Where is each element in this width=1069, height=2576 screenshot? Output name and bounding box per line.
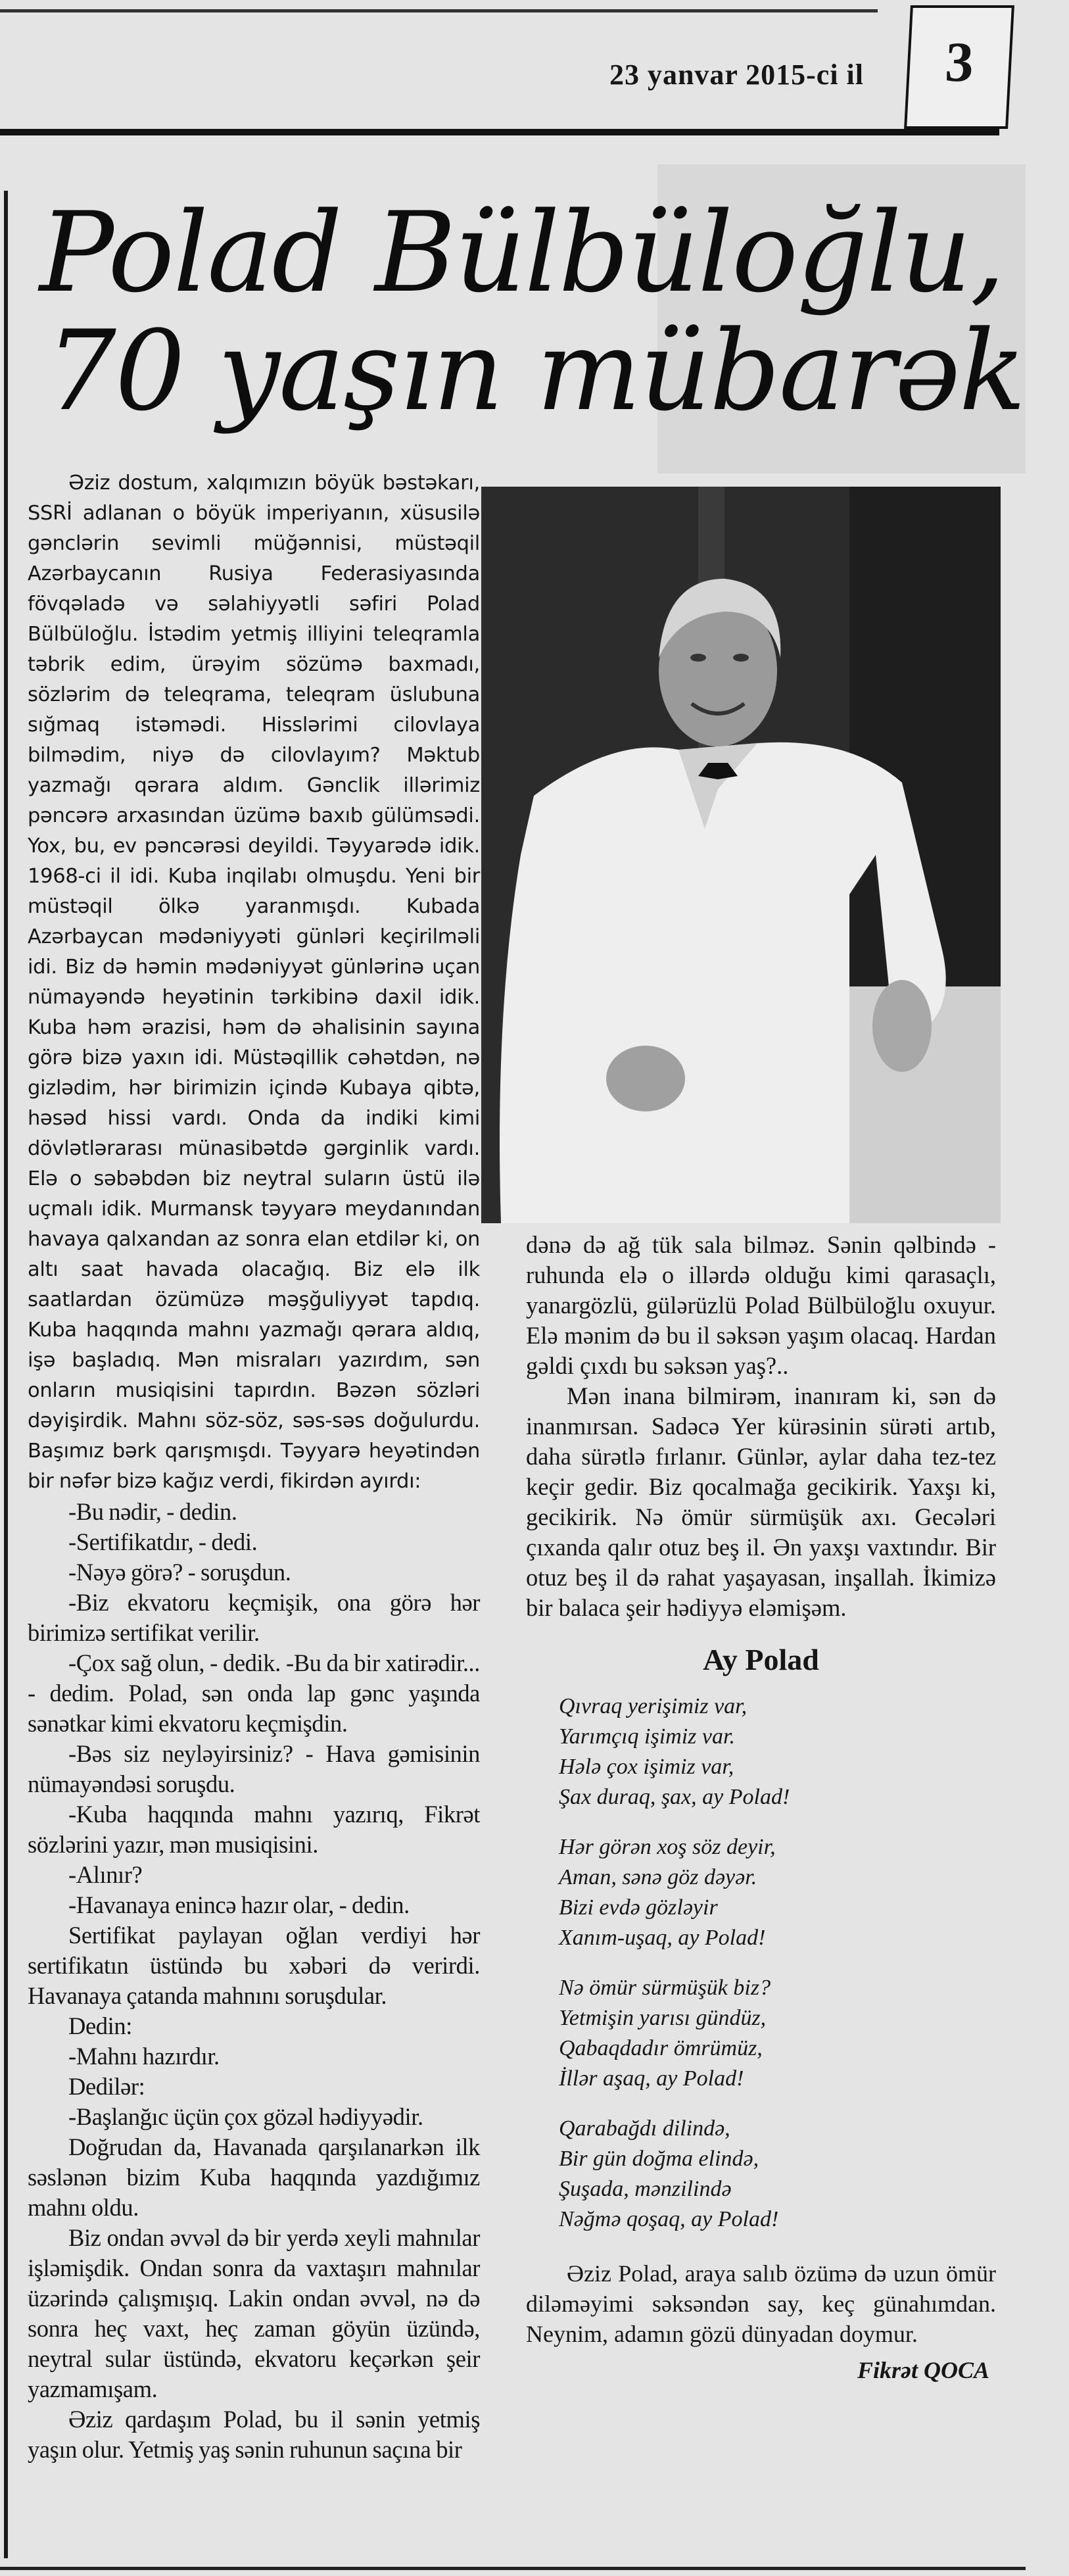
poem-line: Hər görən xoş söz deyir, [559, 1835, 776, 1859]
paragraph: Əziz dostum, xalqımızın böyük bəstəkarı, SSRİ adlanan o böyük imperiyanın, xüsusilə gənclərin sevimli müğənnisi, müstəqil Azərbaycanın Rusiya Federasiyasında fövqəladə və səlahiyyətli səfiri Polad Bülbüloğlu. İstədim yetmiş illiyini teleqramla təbrik edim, ürəyim sözümə baxmadı, sözlərim də teleqrama, teleqram üslubuna sığmaq istəmədi. Hisslərimi cilovlaya bilmədim, niyə də cilovlayım? Məktub yazmağı qərara aldım. Gənclik illərimiz pəncərə arxasından üzümə baxıb gülümsədi. Yox, bu, ev pəncərəsi deyildi. Təyyarədə idik. 1968-ci il idi. Kuba inqilabı olmuşdu. Yeni bir müstəqil ölkə yaranmışdı. Kubada Azərbaycan mədəniyyəti günləri keçirilməli idi. Biz də həmin mədəniyyət günlərinə uçan nümayəndə heyətinin tərkibinə daxil idik. Kuba həm ərazisi, həm də əhalisinin sayına görə bizə yaxın idi. Müstəqillik cəhətdən, nə gizlədim, hər birimizin içində Kubaya qibtə, həsəd hissi vardı. Onda da indiki kimi dövlətlərarası münasibətdə gərginlik vardı. Elə o səbəbdən biz neytral suların üstü ilə uçmalı idik. Murmansk təyyarə meydanından havaya qalxandan az sonra elan etdilər ki, on altı saat havada olacağıq. Biz elə ilk saatlardan özümüzə məşğuliyyət tapdıq. Kuba haqqında mahnı yazmağı qərara aldıq, işə başladıq. Mən misraları yazırdım, sən onların musiqisini tapırdın. Bəzən sözləri dəyişirdik. Mahnı söz-söz, səs-səs doğulurdu. Başımız bərk qarışmışdı. Təyyarə heyətindən bir nəfər bizə kağız verdi, fikirdən ayırdı: [28, 472, 480, 1493]
paragraph: -Kuba haqqında mahnı yazırıq, Fikrət sözlərini yazır, mən musiqisini. [28, 1801, 480, 1858]
poem-title: Ay Polad [703, 1643, 819, 1676]
paragraph: Mən inana bilmirəm, inanıram ki, sən də inanmırsan. Sadəcə Yer kürəsinin sürəti artıb, daha sürətlə fırlanır. Günlər, aylar daha tez-tez keçir gedir. Biz qocalmağa gecikirik. Yaxşı ki, gecikirik. Nə ömür sürmüşük axı. Gecələri çıxanda qalır otuz beş il. Ən yaxşı vaxtındır. Bir otuz beş il də rahat yaşayasan, inşallah. İkimizə bir balaca şeir hədiyyə eləmişəm. [526, 1382, 996, 1621]
bottom-rule [0, 2567, 1026, 2570]
poem-line: İllər aşaq, ay Polad! [559, 2066, 744, 2091]
poem-line: Yetmişin yarısı gündüz, [559, 2006, 767, 2030]
paragraph: -Başlanğıc üçün çox gözəl hədiyyədir. [68, 2103, 423, 2130]
poem-line: Şuşada, mənzilində [559, 2177, 732, 2201]
paragraph: -Alınır? [68, 1861, 143, 1888]
page-number: 3 [943, 30, 976, 93]
paragraph: -Havanaya enincə hazır olar, - dedin. [68, 1891, 410, 1918]
paragraph: Əziz Polad, araya salıb özümə də uzun ömür diləməyimi səksəndən say, keç günahımdan. Neynim, adamın gözü dünyadan doymur. [526, 2260, 996, 2347]
paragraph: -Mahnı hazırdır. [68, 2043, 220, 2070]
paragraph: Dedilər: [68, 2073, 145, 2100]
poem-line: Nəğmə qoşaq, ay Polad! [559, 2207, 779, 2231]
paragraph: Əziz qardaşım Polad, bu il sənin yetmiş yaşın olur. Yetmiş yaş sənin ruhunun saçına bir [28, 2406, 480, 2463]
article-left-column [28, 468, 480, 2465]
poem-line: Hələ çox işimiz var, [559, 1755, 734, 1779]
right-column-flow [526, 1230, 996, 2385]
paragraph: -Nəyə görə? - soruşdun. [68, 1559, 291, 1586]
poem-line: Nə ömür sürmüşük biz? [559, 1976, 771, 2000]
column-rule [4, 191, 8, 2558]
paragraph: Doğrudan da, Havanada qarşılanarkən ilk səslənən bizim Kuba haqqında yazdığımız mahnı oldu. [28, 2133, 480, 2221]
author-signature: Fikrət QOCA [857, 2357, 989, 2383]
paragraph: dənə də ağ tük sala bilməz. Sənin qəlbində - ruhunda elə o illərdə olduğu kimi qarasaçlı, yanargözlü, gülərüzlü Polad Bülbüloğlu oxuyur. Elə mənim də bu il səksən yaşım olacaq. Hardan gəldi çıxdı bu səksən yaş?.. [526, 1231, 996, 1379]
paragraph: -Çox sağ olun, - dedik. -Bu da bir xatirədir... - dedim. Polad, sən onda lap gənc yaşında sənətkar kimi ekvatoru keçmişdin. [28, 1649, 480, 1737]
issue-date: 23 yanvar 2015-ci il [609, 59, 864, 91]
paragraph: -Biz ekvatoru keçmişik, ona görə hər birimizə sertifikat verilir. [28, 1589, 480, 1646]
poem-line: Şax duraq, şax, ay Polad! [559, 1785, 790, 1809]
paragraph: -Bu nədir, - dedin. [68, 1498, 237, 1525]
poem-line: Bir gün doğma elində, [559, 2147, 759, 2171]
poem-stanza [559, 1691, 996, 1812]
poem-stanza [559, 1973, 996, 2094]
poem-line: Bizi evdə gözləyir [559, 1895, 718, 1920]
article-right-column [526, 1230, 996, 1623]
poem-line: Xanım-uşaq, ay Polad! [559, 1926, 766, 1950]
headline-line-1: Polad Bülbüloğlu, [39, 188, 1005, 317]
portrait-photo [481, 487, 1001, 1223]
header-rule [0, 129, 999, 135]
paragraph: Biz ondan əvvəl də bir yerdə xeyli mahnılar işləmişdik. Ondan sonra da vaxtaşırı mahnılar üzərində çalışmışıq. Lakin ondan əvvəl, nə də sonra heç vaxt, heç zaman göyün üzündə, neytral sular üstündə, ekvatoru keçərkən şeir yazmamışam. [28, 2224, 480, 2402]
poem-line: Qarabağdı dilində, [559, 2116, 730, 2141]
poem-line: Qabaqdadır ömrümüz, [559, 2036, 763, 2060]
closing-paragraph [526, 2258, 996, 2349]
poem-stanza [559, 2114, 996, 2235]
poem-line: Qıvraq yerişimiz var, [559, 1694, 748, 1718]
headline-line-2: 70 yaşın mübarək [46, 306, 1025, 435]
paragraph: Sertifikat paylayan oğlan verdiyi hər sertifikatın üstündə bu xəbəri də verirdi. Havanaya çatanda mahnını soruşdular. [28, 1922, 480, 2009]
poem-line: Yarımçıq işimiz var. [559, 1724, 735, 1749]
paragraph: -Bəs siz neyləyirsiniz? - Hava gəmisinin nümayəndəsi soruşdu. [28, 1740, 480, 1797]
poem-stanza [559, 1832, 996, 1953]
top-rule [0, 9, 878, 12]
paragraph: Dedin: [68, 2012, 132, 2039]
paragraph: -Sertifikatdır, - dedi. [68, 1528, 258, 1555]
page-number-box [904, 5, 1014, 129]
poem-line: Aman, sənə göz dəyər. [559, 1865, 757, 1889]
